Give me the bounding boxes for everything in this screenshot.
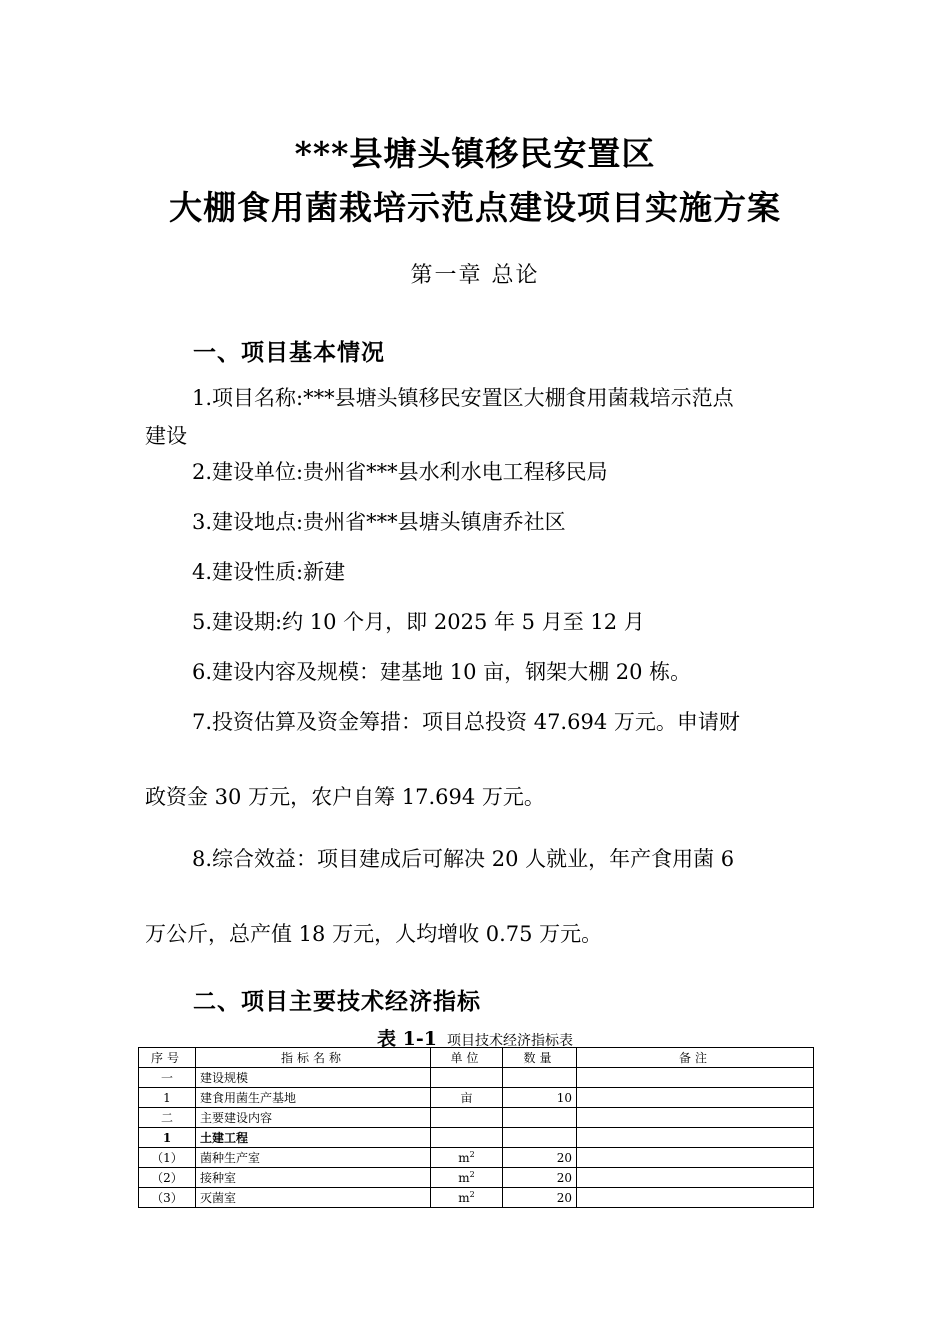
table-row (139, 1128, 814, 1148)
cell-note (577, 1128, 814, 1148)
tech-indicator-table (138, 1047, 814, 1208)
chapter-heading: 第一章 总论 (410, 263, 540, 288)
table-row (139, 1108, 814, 1128)
cell-name: 主要建设内容 (196, 1108, 431, 1128)
cell-qty: 20 (503, 1168, 577, 1188)
item-line: 建设 (145, 424, 187, 448)
cell-qty: 10 (503, 1088, 577, 1108)
cell-unit: $m^2$ (431, 1168, 503, 1188)
cell-note (577, 1108, 814, 1128)
item-line: 2.建设单位:贵州省***县水利水电工程移民局 (192, 460, 608, 484)
cell-qty (503, 1068, 577, 1088)
table-row (139, 1148, 814, 1168)
cell-note (577, 1188, 814, 1208)
basic-info-item-6 (145, 653, 813, 691)
item-line: 3.建设地点:贵州省***县塘头镇唐乔社区 (192, 510, 566, 534)
item-line: 6.建设内容及规模：建基地 10 亩，钢架大棚 20 栋。 (192, 660, 692, 684)
basic-info-item-4 (145, 553, 813, 591)
document-title-line2: 大棚食用菌栽培示范点建设项目实施方案 (169, 188, 781, 227)
cell-qty (503, 1128, 577, 1148)
cell-qty: 20 (503, 1148, 577, 1168)
table-row (139, 1068, 814, 1088)
basic-info-item-3 (145, 503, 813, 541)
header-note: 备注 (577, 1048, 814, 1068)
item-line: 万公斤，总产值 18 万元，人均增收 0.75 万元。 (145, 922, 603, 946)
cell-no: （1） (139, 1148, 196, 1168)
item-line: 7.投资估算及资金筹措：项目总投资 47.694 万元。申请财 (192, 710, 740, 734)
header-qty: 数量 (503, 1048, 577, 1068)
table-caption-number: 表 1-1 (377, 1028, 437, 1050)
basic-info-item-7-cont (145, 778, 813, 816)
cell-name: 菌种生产室 (196, 1148, 431, 1168)
table-row (139, 1188, 814, 1208)
cell-unit: $m^2$ (431, 1188, 503, 1208)
basic-info-item-2 (145, 453, 813, 491)
item-line: 8.综合效益：项目建成后可解决 20 人就业，年产食用菌 6 (192, 847, 735, 871)
cell-no: 1 (139, 1128, 196, 1148)
section-heading-basic-info: 一、项目基本情况 (193, 339, 385, 366)
cell-name: 土建工程 (196, 1128, 431, 1148)
cell-unit: 亩 (431, 1088, 503, 1108)
basic-info-item-1 (145, 379, 813, 455)
cell-name: 接种室 (196, 1168, 431, 1188)
header-no: 序号 (139, 1048, 196, 1068)
item-line: 1.项目名称:***县塘头镇移民安置区大棚食用菌栽培示范点 (192, 386, 734, 410)
cell-name: 建食用菌生产基地 (196, 1088, 431, 1108)
table-header-row (139, 1048, 814, 1068)
cell-unit: $m^2$ (431, 1148, 503, 1168)
header-name: 指标名称 (196, 1048, 431, 1068)
basic-info-item-7 (145, 703, 813, 741)
basic-info-item-8-cont (145, 915, 813, 953)
cell-no: 二 (139, 1108, 196, 1128)
cell-qty: 20 (503, 1188, 577, 1208)
basic-info-item-5 (145, 603, 813, 641)
table-row (139, 1168, 814, 1188)
cell-name: 建设规模 (196, 1068, 431, 1088)
cell-no: （2） (139, 1168, 196, 1188)
item-line: 4.建设性质:新建 (192, 560, 346, 584)
cell-qty (503, 1108, 577, 1128)
cell-note (577, 1088, 814, 1108)
cell-unit (431, 1068, 503, 1088)
basic-info-item-8 (145, 840, 813, 878)
cell-note (577, 1148, 814, 1168)
section-heading-tech-indicators: 二、项目主要技术经济指标 (193, 988, 481, 1015)
cell-note (577, 1168, 814, 1188)
table-caption-text: 项目技术经济指标表 (446, 1033, 573, 1049)
table-row (139, 1088, 814, 1108)
item-line: 政资金 30 万元，农户自筹 17.694 万元。 (145, 785, 545, 809)
cell-note (577, 1068, 814, 1088)
item-line: 5.建设期:约 10 个月，即 2025 年 5 月至 12 月 (192, 610, 645, 634)
cell-name: 灭菌室 (196, 1188, 431, 1208)
cell-no: 一 (139, 1068, 196, 1088)
cell-unit (431, 1128, 503, 1148)
header-unit: 单位 (431, 1048, 503, 1068)
document-title-line1: ***县塘头镇移民安置区 (294, 134, 656, 173)
cell-no: 1 (139, 1088, 196, 1108)
cell-unit (431, 1108, 503, 1128)
cell-no: （3） (139, 1188, 196, 1208)
